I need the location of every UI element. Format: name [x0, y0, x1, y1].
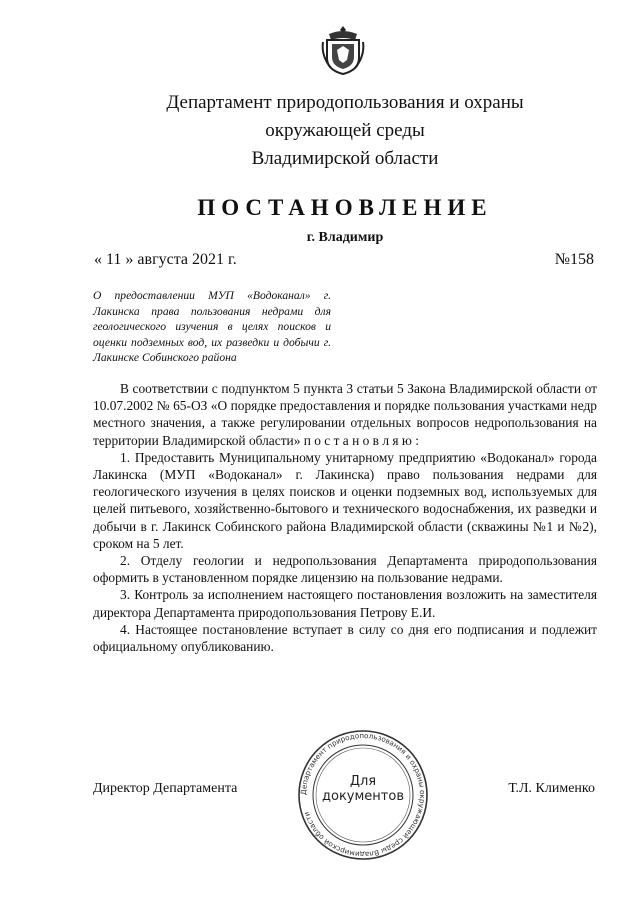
stamp-ring-text: Департамент природопользования и охраны окружающей среды Владимирской области — [298, 730, 428, 860]
body-item-3: 3. Контроль за исполнением настоящего постановления возложить на заместителя директора Департамента природопользования Петрову Е.И. — [93, 587, 597, 620]
body-intro: В соответствии с подпунктом 5 пункта 3 статьи 5 Закона Владимирской области от 10.07.2002 № 65-ОЗ «О порядке предоставления и порядке пользования участками недр местного значения, а также регулировании отдельных вопросов недропользования на территории Владимирской области» п о с т а н о в л я ю : — [93, 381, 597, 448]
signatory-position: Директор Департамента — [93, 781, 238, 796]
org-name-line2: окружающей среды — [265, 120, 425, 141]
stamp-line1: Для — [349, 774, 377, 789]
org-name-line1: Департамент природопользования и охраны — [166, 92, 524, 113]
city-line: г. Владимир — [306, 230, 384, 245]
body-item-2: 2. Отделу геологии и недропользования Департамента природопользования оформить в установленном порядке лицензию на пользование недрами. — [93, 553, 597, 586]
official-stamp — [296, 728, 430, 862]
body-item-1: 1. Предоставить Муниципальному унитарному предприятию «Водоканал» города Лакинска (МУП «Водоканал» г. Лакинска) право пользования недрами для геологического изучения в целях поисков и оценки подземных вод, используемых для целей питьевого, хозяйственно-бытового и технического водоснабжения, их разведки и добычи в г. Лакинск Собинского района Владимирской области (скважины №1 и №2), сроком на 5 лет. — [93, 449, 597, 551]
org-name-line3: Владимирской области — [251, 148, 439, 169]
stamp-line2: документов — [322, 789, 404, 804]
document-number: №158 — [554, 251, 594, 268]
coat-of-arms-icon — [321, 24, 365, 76]
body-item-4: 4. Настоящее постановление вступает в силу со дня его подписания и подлежит официальному опубликованию. — [93, 621, 597, 655]
document-subject: О предоставлении МУП «Водоканал» г. Лакинска права пользования недрами для геологического изучения в целях поисков и оценки подземных вод, их разведки и добычи г. Лакинске Собинского района — [93, 289, 331, 365]
document-title: ПОСТАНОВЛЕНИЕ — [197, 195, 493, 220]
document-body — [93, 380, 597, 655]
signatory-name: Т.Л. Клименко — [508, 781, 595, 796]
document-date: « 11 » августа 2021 г. — [94, 251, 237, 268]
